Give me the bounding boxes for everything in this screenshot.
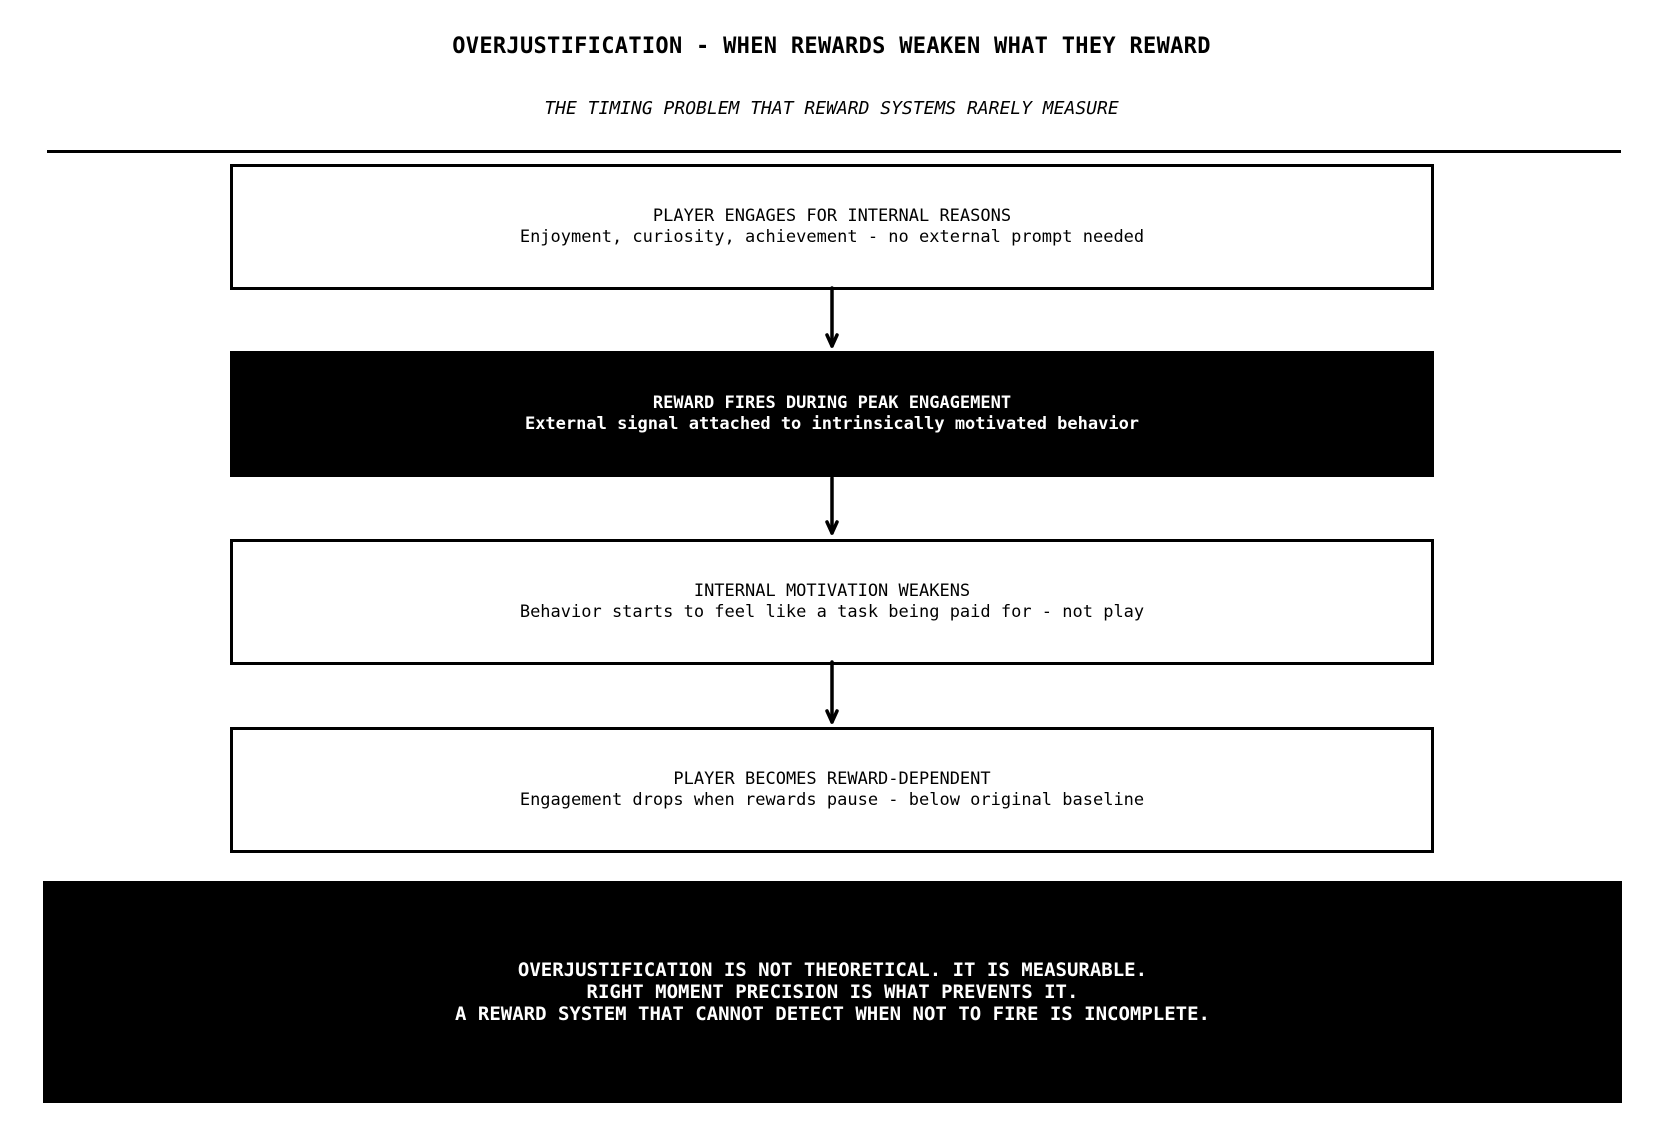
step-detail: Behavior starts to feel like a task being paid for - not play	[519, 602, 1145, 622]
step-box-reward-fires	[230, 351, 1434, 477]
conclusion-line: A REWARD SYSTEM THAT CANNOT DETECT WHEN NOT TO FIRE IS INCOMPLETE.	[455, 1003, 1210, 1025]
conclusion-line: OVERJUSTIFICATION IS NOT THEORETICAL. IT IS MEASURABLE.	[517, 959, 1148, 981]
step-heading: PLAYER ENGAGES FOR INTERNAL REASONS	[652, 206, 1012, 226]
step-heading: INTERNAL MOTIVATION WEAKENS	[693, 581, 971, 601]
step-box-motivation-weakens	[230, 539, 1434, 665]
step-detail: External signal attached to intrinsically motivated behavior	[524, 414, 1140, 434]
step-heading: PLAYER BECOMES REWARD-DEPENDENT	[673, 769, 991, 789]
conclusion-banner	[43, 881, 1622, 1103]
arrow-down-icon	[827, 662, 837, 722]
conclusion-line: RIGHT MOMENT PRECISION IS WHAT PREVENTS IT.	[586, 981, 1079, 1003]
diagram-title: OVERJUSTIFICATION - WHEN REWARDS WEAKEN WHAT THEY REWARD	[452, 34, 1211, 59]
diagram-subtitle: THE TIMING PROBLEM THAT REWARD SYSTEMS RARELY MEASURE	[544, 98, 1119, 119]
step-heading: REWARD FIRES DURING PEAK ENGAGEMENT	[652, 393, 1012, 413]
step-detail: Engagement drops when rewards pause - below original baseline	[519, 790, 1145, 810]
step-box-internal-reasons	[230, 164, 1434, 290]
arrow-down-icon	[827, 288, 837, 346]
arrow-down-icon	[827, 478, 837, 533]
step-detail: Enjoyment, curiosity, achievement - no external prompt needed	[519, 227, 1145, 247]
title-divider	[47, 150, 1621, 153]
step-box-reward-dependent	[230, 727, 1434, 853]
